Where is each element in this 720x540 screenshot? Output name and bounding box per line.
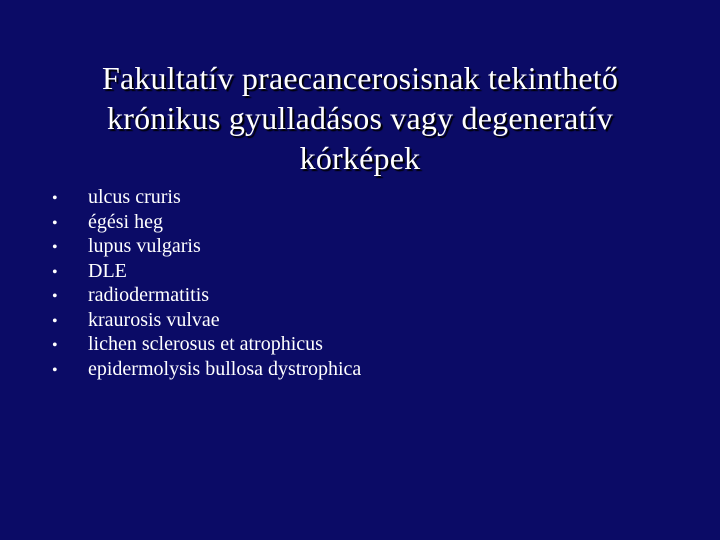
- bullet-icon: •: [52, 361, 58, 379]
- bullet-icon: •: [52, 214, 58, 232]
- bullet-text: ulcus cruris: [88, 186, 181, 208]
- bullet-icon: •: [52, 263, 58, 281]
- bullet-item: [52, 283, 361, 308]
- bullet-icon: •: [52, 190, 58, 207]
- slide-title: [0, 58, 720, 178]
- title-line: krónikus gyulladásos vagy degeneratív: [107, 100, 613, 136]
- bullet-text: epidermolysis bullosa dystrophica: [88, 357, 362, 380]
- bullet-text: égési heg: [88, 210, 163, 233]
- bullet-icon: •: [52, 312, 58, 330]
- bullet-item: [52, 234, 361, 259]
- bullet-item: [52, 185, 361, 210]
- bullet-list: [52, 185, 361, 381]
- bullet-text: DLE: [88, 259, 127, 282]
- title-line: Fakultatív praecancerosisnak tekinthető: [101, 60, 619, 96]
- bullet-item: [52, 332, 361, 357]
- bullet-icon: •: [52, 337, 58, 354]
- bullet-icon: •: [52, 239, 58, 256]
- bullet-icon: •: [52, 288, 58, 305]
- bullet-text: lupus vulgaris: [88, 235, 201, 257]
- bullet-text: kraurosis vulvae: [88, 308, 220, 331]
- bullet-item: [52, 357, 361, 382]
- title-line: kórképek: [299, 140, 421, 176]
- bullet-item: [52, 259, 361, 284]
- bullet-item: [52, 210, 361, 235]
- bullet-text: lichen sclerosus et atrophicus: [88, 333, 323, 355]
- bullet-item: [52, 308, 361, 333]
- bullet-text: radiodermatitis: [88, 284, 210, 306]
